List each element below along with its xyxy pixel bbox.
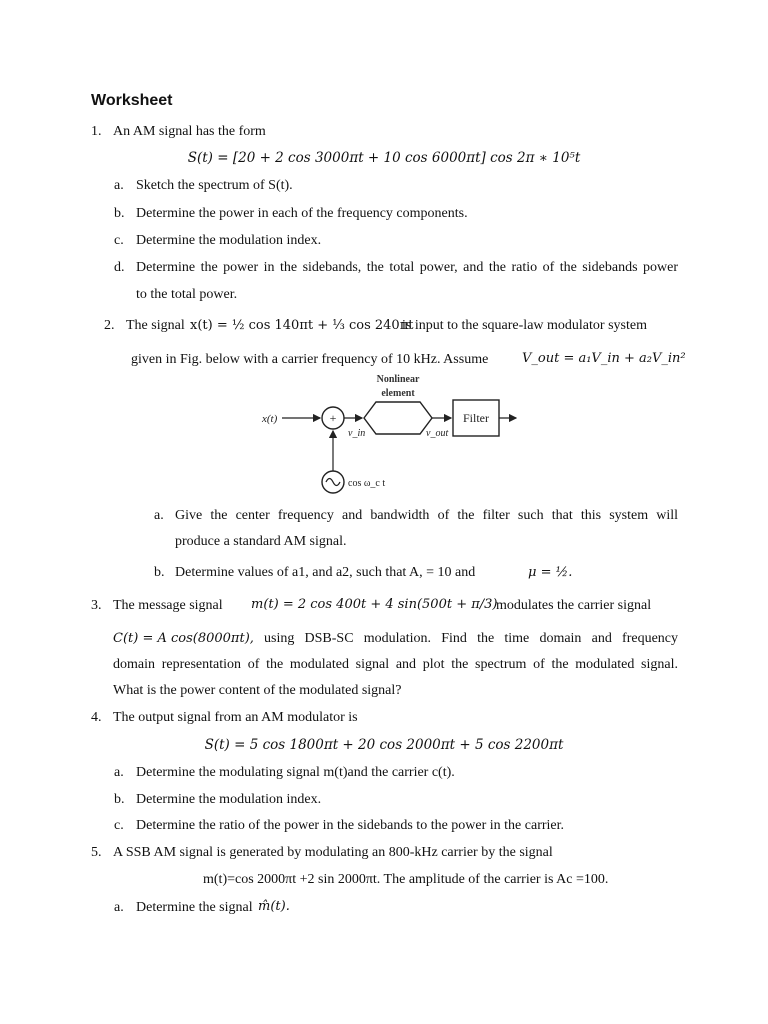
q2-number: 2.	[104, 318, 115, 333]
q3-carrier-formula: C(t) = A cos(8000πt),	[113, 631, 254, 646]
q3-text-b: modulates the carrier signal	[496, 598, 652, 613]
q3-number: 3.	[91, 598, 102, 613]
q1d-text-line2: to the total power.	[136, 287, 238, 302]
q5a-text: Determine the signal	[136, 900, 253, 915]
q2a-label: a.	[154, 508, 164, 523]
nonlinear-label: Nonlinear	[376, 374, 420, 385]
q1a-text: Sketch the spectrum of S(t).	[136, 178, 293, 193]
carrier-label: cos ω_c t	[348, 478, 386, 489]
vin-label: v_in	[348, 428, 366, 439]
q1c-text: Determine the modulation index.	[136, 233, 322, 248]
q2b-label: b.	[154, 565, 165, 580]
q4b-text: Determine the modulation index.	[136, 792, 322, 807]
q2a-text-line1: Give the center frequency and bandwidth of the filter such that this system will	[175, 508, 678, 523]
q4-text: The output signal from an AM modulator is	[113, 710, 358, 725]
q3-message-formula: m(t) = 2 cos 400t + 4 sin(500t + π/3)	[251, 597, 498, 612]
q2-vout-formula: V_out = a₁V_in + a₂V_in²	[522, 351, 686, 366]
modulator-diagram	[258, 370, 518, 500]
filter-label: Filter	[463, 411, 489, 425]
q1b-label: b.	[114, 206, 125, 221]
q5-text: A SSB AM signal is generated by modulating an 800-kHz carrier by the signal	[113, 845, 553, 860]
q5a-mhat: m̂(t).	[258, 899, 290, 914]
nonlinear-element-block	[364, 402, 432, 434]
q3-text-line2: using DSB-SC modulation. Find the time domain and frequency	[264, 631, 678, 646]
element-label: element	[381, 388, 415, 399]
q3-text-line4: What is the power content of the modulated signal?	[113, 683, 402, 698]
q3-text-a: The message signal	[113, 598, 223, 613]
q5-text-line2: m(t)=cos 2000πt +2 sin 2000πt. The amplitude of the carrier is Ac =100.	[203, 872, 609, 887]
q4c-label: c.	[114, 818, 124, 833]
q4-number: 4.	[91, 710, 102, 725]
q3-text-line3: domain representation of the modulated signal and plot the spectrum of the modulated signal.	[113, 657, 678, 672]
q4b-label: b.	[114, 792, 125, 807]
q1-formula: S(t) = [20 + 2 cos 3000πt + 10 cos 6000πt] cos 2π ∗ 10⁵t	[187, 150, 581, 166]
q4a-label: a.	[114, 765, 124, 780]
q5-number: 5.	[91, 845, 102, 860]
q1b-text: Determine the power in each of the frequency components.	[136, 206, 468, 221]
page-title: Worksheet	[91, 92, 173, 109]
q4-formula: S(t) = 5 cos 1800πt + 20 cos 2000πt + 5 cos 2200πt	[204, 737, 564, 753]
q1d-text-line1: Determine the power in the sidebands, the total power, and the ratio of the sidebands power	[136, 260, 678, 275]
q2b-text: Determine values of a1, and a2, such that A, = 10 and	[175, 565, 476, 580]
q1a-label: a.	[114, 178, 124, 193]
q2-text-b: is input to the square-law modulator system	[402, 318, 647, 333]
q2-text-line2: given in Fig. below with a carrier frequency of 10 kHz. Assume	[131, 352, 489, 367]
plus-sign: +	[329, 411, 337, 425]
vout-label: v_out	[426, 428, 449, 439]
q4a-text: Determine the modulating signal m(t)and the carrier c(t).	[136, 765, 455, 780]
q2a-text-line2: produce a standard AM signal.	[175, 534, 347, 549]
q1-number: 1.	[91, 124, 102, 139]
q1c-label: c.	[114, 233, 124, 248]
q4c-text: Determine the ratio of the power in the sidebands to the power in the carrier.	[136, 818, 565, 833]
q2-signal-formula: x(t) = ½ cos 140πt + ⅓ cos 240πt	[190, 318, 414, 333]
input-label: x(t)	[262, 413, 278, 425]
q1-text: An AM signal has the form	[113, 124, 266, 139]
q5a-label: a.	[114, 900, 124, 915]
q1d-label: d.	[114, 260, 125, 275]
q2b-mu: μ = ½.	[528, 565, 573, 580]
q2-text-a: The signal	[126, 318, 185, 333]
